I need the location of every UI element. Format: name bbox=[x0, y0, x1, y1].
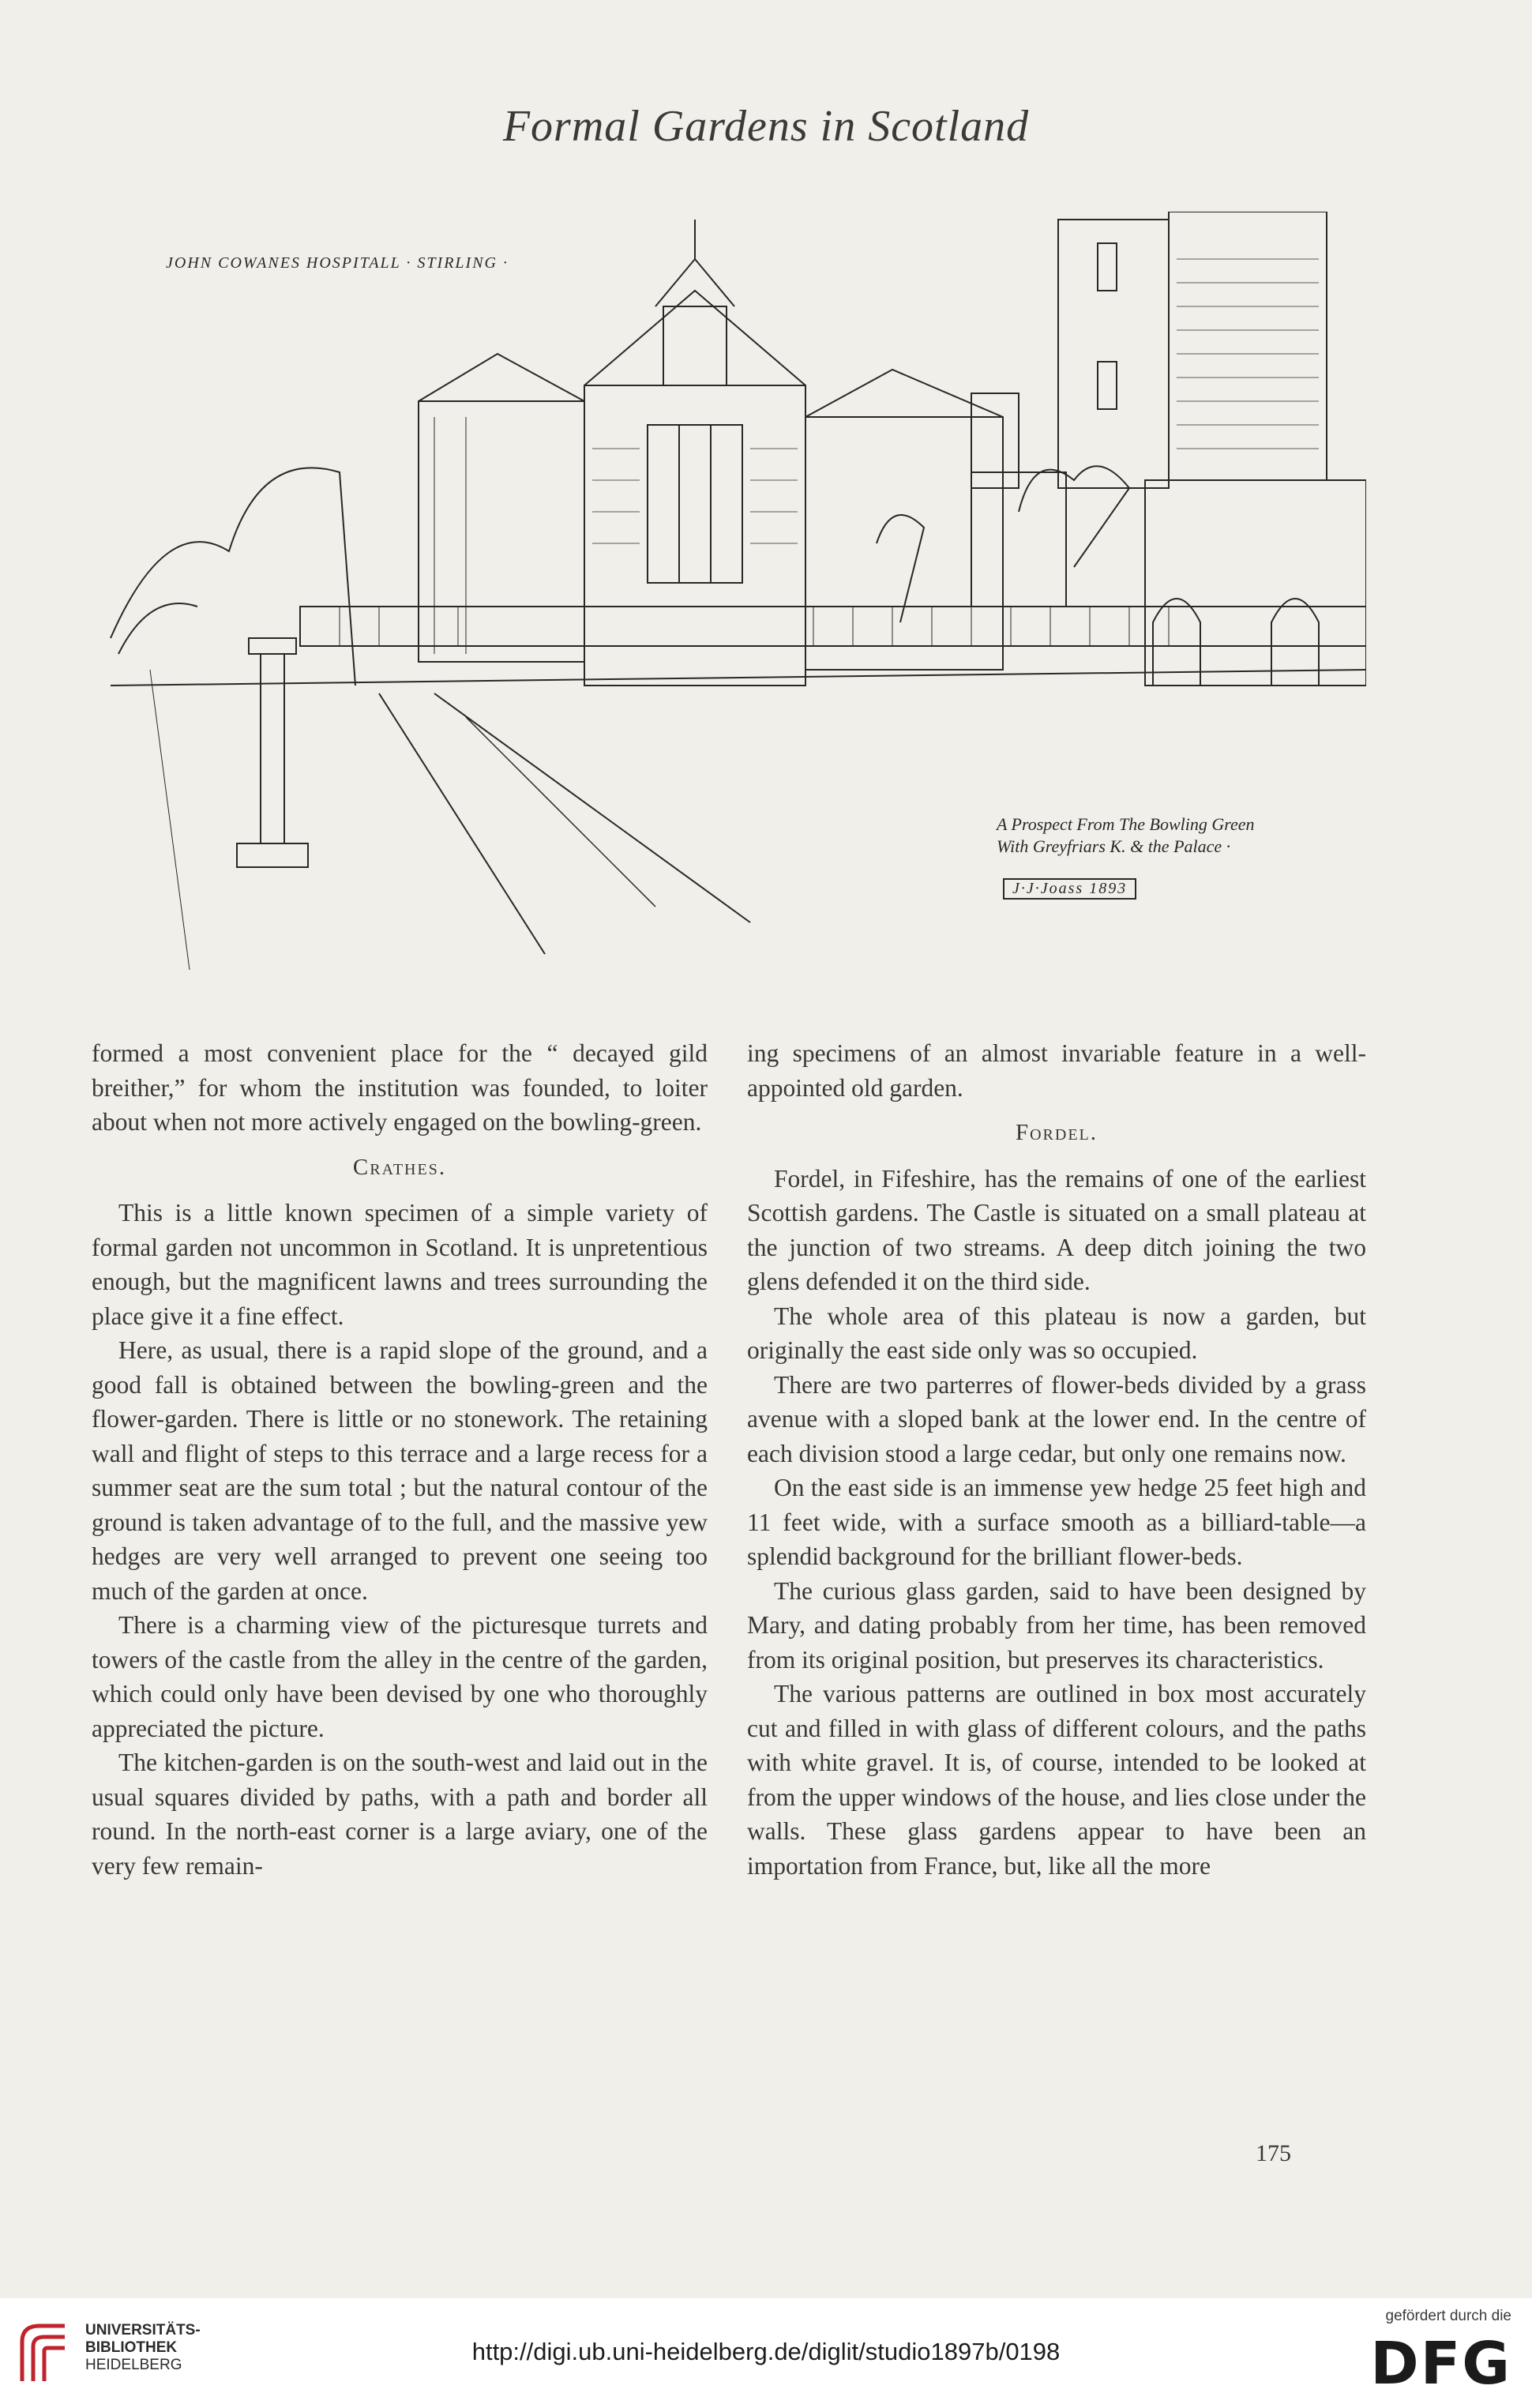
illustration-caption-top: JOHN COWANES HOSPITALL · STIRLING · bbox=[166, 254, 509, 272]
section-heading: Crathes. bbox=[352, 1154, 447, 1180]
paragraph: This is a little known specimen of a simple variety of formal garden not uncommon in Scotland. It is unpretentious enough, but the magnificent lawns and trees surrounding the place give it a fine effect. bbox=[92, 1199, 708, 1330]
paragraph: There are two parterres of flower-beds divided by a grass avenue with a sloped bank at the lower end. In the centre of each division stood a large cedar, but only one remains now. bbox=[747, 1370, 1366, 1467]
section-heading: Fordel. bbox=[1015, 1120, 1098, 1145]
paragraph: The curious glass garden, said to have been designed by Mary, and dating probably from her time, has been removed from its original position, but preserves its characteristics. bbox=[747, 1576, 1366, 1674]
right-column bbox=[747, 1036, 1366, 1883]
left-column bbox=[92, 1036, 708, 1883]
page-title: Formal Gardens in Scotland bbox=[502, 102, 1030, 151]
paragraph: There is a charming view of the picturesque turrets and towers of the castle from the alley in the centre of the garden, which could only have been devised by one who thoroughly appreciated the picture. bbox=[92, 1611, 708, 1742]
paragraph: ing specimens of an almost invariable feature in a well-appointed old garden. bbox=[747, 1039, 1366, 1102]
paragraph: The whole area of this plateau is now a garden, but originally the east side only was so occupied. bbox=[747, 1302, 1366, 1364]
footer-bar bbox=[0, 2298, 1532, 2408]
caption-line-1: A Prospect From The Bowling Green bbox=[997, 814, 1255, 834]
paragraph: The kitchen-garden is on the south-west and laid out in the usual squares divided by paths, with a path and border all round. In the north-east corner is a large aviary, one of the very few remain- bbox=[92, 1749, 708, 1880]
dfg-logo: DFG bbox=[1370, 2330, 1511, 2398]
institution-line-1: UNIVERSITÄTS- bbox=[85, 2322, 201, 2339]
artist-signature: J·J·Joass 1893 bbox=[1003, 878, 1136, 900]
page-number: 175 bbox=[1256, 2140, 1291, 2166]
institution-line-3: HEIDELBERG bbox=[85, 2357, 182, 2373]
illustration-caption-bottom bbox=[997, 813, 1255, 858]
institution-line-2: BIBLIOTHEK bbox=[85, 2339, 178, 2356]
paragraph: On the east side is an immense yew hedge 25 feet high and 11 feet wide, with a surface smooth as a billiard-table—a splendid background for the brilliant flower-beds. bbox=[747, 1474, 1366, 1570]
paragraph: formed a most convenient place for the “ decayed gild breither,” for whom the institution was founded, to loiter about when not more actively engaged on the bowling-green. bbox=[92, 1039, 708, 1136]
permalink-url[interactable]: http://digi.ub.uni-heidelberg.de/diglit/studio1897b/0198 bbox=[471, 2338, 1061, 2365]
paragraph: The various patterns are outlined in box most accurately cut and filled in with glass of different colours, and the paths with white gravel. It is, of course, intended to be looked at from the upper windows of the house, and lies close under the walls. These glass gardens appear to have been an importation from France, but, like all the more bbox=[747, 1680, 1366, 1880]
paragraph: Here, as usual, there is a rapid slope of the ground, and a good fall is obtained between the bowling-green and the flower-garden. There is little or no stonework. The retaining wall and flight of steps to this terrace and a large recess for a summer seat are the sum total ; but the natural contour of the ground is taken advantage of to the full, and the massive yew hedges are very well arranged to prevent one seeing too much of the garden at once. bbox=[92, 1336, 708, 1605]
funded-by-label: gefördert durch die bbox=[1385, 2308, 1511, 2324]
paragraph: Fordel, in Fifeshire, has the remains of one of the earliest Scottish gardens. The Castle is situated on a small plateau at the junction of two streams. A deep ditch joining the two glens defended it on the third side. bbox=[747, 1164, 1366, 1295]
caption-line-2: With Greyfriars K. & the Palace · bbox=[997, 836, 1231, 856]
